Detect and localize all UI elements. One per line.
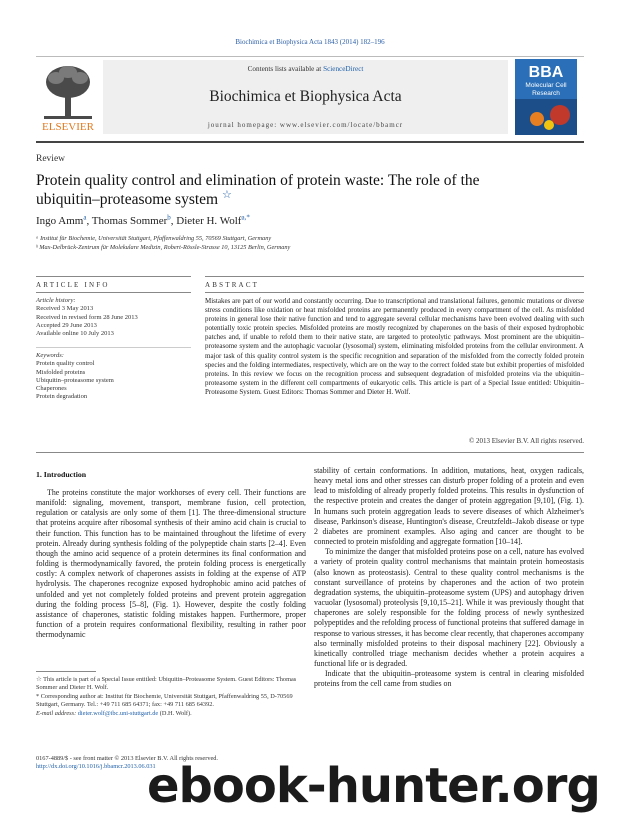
corresponding-author-icon[interactable]: * [246, 213, 250, 222]
body-column-left [36, 488, 306, 640]
contents-line [103, 65, 508, 73]
abstract-rule-top [205, 276, 584, 277]
history-revised: Received in revised form 28 June 2013 [36, 313, 138, 321]
paragraph: The proteins constitute the major workhorses of every cell. Their functions are manifold: signaling, movement, transport, membrane fusion, cell protection, regulation or catalysis are only some of them [1]. The three-dimensional structure that proteins acquire after ribosomal synthesis of their amino acid chain is crucial to their function. This function has to be maintained throughout the lifetime of every protein. Already during synthesis folding of the polypeptide chain starts [2–4]. Even though the amino acid sequence of a protein determines its final conformation and folding is thermodynamically favored, the protein folding process is energetically costly: A complex network of chaperones assists in folding at the expense of ATP hydrolysis. The chaperones recognize exposed hydrophobic amino acid patches of unfolded and yet not completely folded proteins and prevent protein aggregation during the folding process [5–8], (Fig. 1). However, despite the costly folding assistance of chaperones, statistic folding mistakes happen. Furthermore, proper function of a protein requires conformational flexibility, resulting in rather poor thermodynamic [36, 488, 306, 640]
keyword-list [36, 352, 191, 402]
history-received: Received 3 May 2013 [36, 305, 94, 313]
keyword-item: Chaperones [36, 385, 67, 393]
journal-homepage[interactable]: journal homepage: www.elsevier.com/locate/bbamcr [207, 121, 404, 129]
corresponding-author-footnote: * Corresponding author at: Institut für Biochemie, Universität Stuttgart, Pfaffenwaldring 55, D-70569 Stuttgart, Germany. Tel.: +49 711 685 64371; fax: +49 711 685 64392. [36, 693, 293, 708]
title-footnote-star-icon[interactable]: ☆ [221, 188, 232, 201]
email-owner: (D.H. Wolf). [159, 710, 192, 717]
article-type-label: Review [36, 154, 66, 164]
article-info-rule-bottom [36, 292, 191, 293]
keyword-item: Misfolded proteins [36, 368, 86, 376]
article-history [36, 297, 191, 338]
publisher-name: ELSEVIER [42, 121, 94, 133]
history-label: Article history: [36, 297, 76, 304]
email-link[interactable]: dieter.wolf@ibc.uni-stuttgart.de [77, 710, 159, 717]
svg-text:Research: Research [532, 90, 560, 97]
affiliation-b: ᵇ Max-Delbrück-Zentrum für Molekulare Medizin, Robert-Rössle-Strasse 10, 13125 Berlin, Germany [36, 244, 291, 251]
email-footnote [36, 710, 306, 718]
email-label: E-mail address: [36, 710, 77, 717]
history-accepted: Accepted 29 June 2013 [36, 321, 97, 329]
sciencedirect-link[interactable]: ScienceDirect [323, 65, 364, 73]
paragraph: To minimize the danger that misfolded proteins pose on a cell, nature has evolved a variety of protein quality control mechanisms that maintain protein homeostasis (also known as proteostasis). Central to these quality control mechanisms is the constant surveillance of proteins by chaperones and the action of two protein degradation systems, the ubiquitin–proteasome system (UPS) and autophagy driven vacuolar (lysosomal) proteolysis [9,10,15–21]. While it was previously thought that chaperones are solely responsible for the folding process of newly synthesized polypeptides and the refolding process of functional proteins that suffered damage in response to various stresses, it has become clear recently, that chaperones accompany also terminally misfolded proteins to their disposal machinery [22]. Obviously a kinetically controlled triage mechanism decides whether a protein acquires a functional life or is degraded. [314, 547, 584, 668]
issn-line: 0167-4889/$ - see front matter © 2013 Elsevier B.V. All rights reserved. [36, 755, 218, 762]
special-issue-footnote: ☆ This article is part of a Special Issue entitled: Ubiquitin–Proteasome System. Guest Editors: Thomas Sommer and Dieter H. Wolf. [36, 676, 297, 691]
paragraph: stability of certain conformations. In addition, mutations, heat, oxygen radicals, heavy metal ions and other stresses can disturb proper folding of a protein and even lead to misfolding of already properly folded proteins. This results in dysfunction of the respective protein and creates the danger of protein aggregation [9,10], (Fig. 1). In humans such protein aggregation leads to severe diseases of which Alzheimer's disease, Parkinson's disease, Huntington's disease, Creutzfeldt–Jakob disease or type 2 diabetes are prominent examples. Also aging and cancer are thought to be connected to protein misfolding and aggregate formation [10–14]. [314, 466, 584, 547]
author-3: , Dieter H. Wolf [170, 215, 242, 227]
keywords-divider [36, 347, 191, 348]
article-info-heading: ARTICLE INFO [36, 281, 110, 289]
title-line-1: Protein quality control and elimination of protein waste: The role of the [36, 172, 480, 189]
author-list [36, 215, 250, 227]
introduction-heading: 1. Introduction [36, 470, 87, 479]
abstract-text: Mistakes are part of our world and constantly occurring. Due to transcriptional and translational failures, genomic mutations or diverse stress conditions like oxidation or heat misfolded proteins are permanently produced in every compartment of the cell. As misfolded proteins in general lose their native function and tend to aggregate several cellular mechanisms have been evolved dealing with such potentially toxic protein species. Misfolded proteins are mostly recognized by chaperones on the basis of their exposed hydrophobic patches and, if unable to refold them to their native state, are targeted to proteolytic pathways. Most prominent are the ubiquitin–proteasome system and the autophagic vacuolar (lysosomal) system, eliminating misfolded proteins from the cellular environment. A major task of this quality control system is the specific recognition and separation of the misfolded from the correctly folded protein species and the folding intermediates, respectively, which are on the way to the correct folded state but exhibit properties of misfolded proteins. In this review we focus on the recognition process and subsequent degradation of misfolded proteins via the ubiquitin–proteasome system in the different cell compartments of eukaryotic cells. This article is part of a Special Issue entitled: Ubiquitin–Proteasome System. Guest Editors: Thomas Sommer and Dieter H. Wolf. [205, 297, 584, 396]
author-1-affiliation[interactable]: a [83, 213, 87, 222]
affiliation-a: ᵃ Institut für Biochemie, Universität Stuttgart, Pfaffenwaldring 55, 70569 Stuttgart, Germany [36, 235, 272, 242]
bba-cover-image[interactable] [515, 59, 577, 135]
journal-reference[interactable]: Biochimica et Biophysica Acta 1843 (2014) 182–196 [235, 38, 385, 46]
author-3-affiliation[interactable]: a, [241, 213, 247, 222]
abstract-heading: ABSTRACT [205, 281, 260, 289]
footnotes [36, 676, 306, 719]
abstract-end-rule [36, 452, 584, 453]
copyright-notice: © 2013 Elsevier B.V. All rights reserved. [468, 437, 584, 445]
article-title [36, 171, 584, 209]
doi-link[interactable]: http://dx.doi.org/10.1016/j.bbamcr.2013.06.031 [36, 763, 156, 770]
body-column-right [314, 466, 584, 689]
contents-prefix: Contents lists available at [247, 65, 322, 73]
keywords-label: Keywords: [36, 352, 64, 359]
keyword-item: Ubiquitin–proteasome system [36, 376, 114, 384]
svg-text:BBA: BBA [528, 64, 564, 81]
watermark-text: ebook-hunter.org [147, 758, 600, 814]
journal-title: Biochimica et Biophysica Acta [209, 88, 402, 105]
author-1: Ingo Amm [36, 215, 84, 227]
footnote-separator [36, 671, 96, 672]
svg-text:Molecular Cell: Molecular Cell [525, 82, 567, 89]
abstract-rule-bottom [205, 292, 584, 293]
keyword-item: Protein quality control [36, 360, 95, 368]
paragraph: Indicate that the ubiquitin–proteasome system is central in clearing misfolded proteins from the cell came from studies on [314, 669, 584, 689]
title-line-2: ubiquitin–proteasome system [36, 191, 219, 208]
author-2-affiliation[interactable]: b [167, 213, 171, 222]
keyword-item: Protein degradation [36, 393, 88, 401]
elsevier-logo[interactable] [36, 60, 100, 134]
history-online: Available online 10 July 2013 [36, 330, 114, 338]
article-info-rule-top [36, 276, 191, 277]
author-2: , Thomas Sommer [86, 215, 168, 227]
